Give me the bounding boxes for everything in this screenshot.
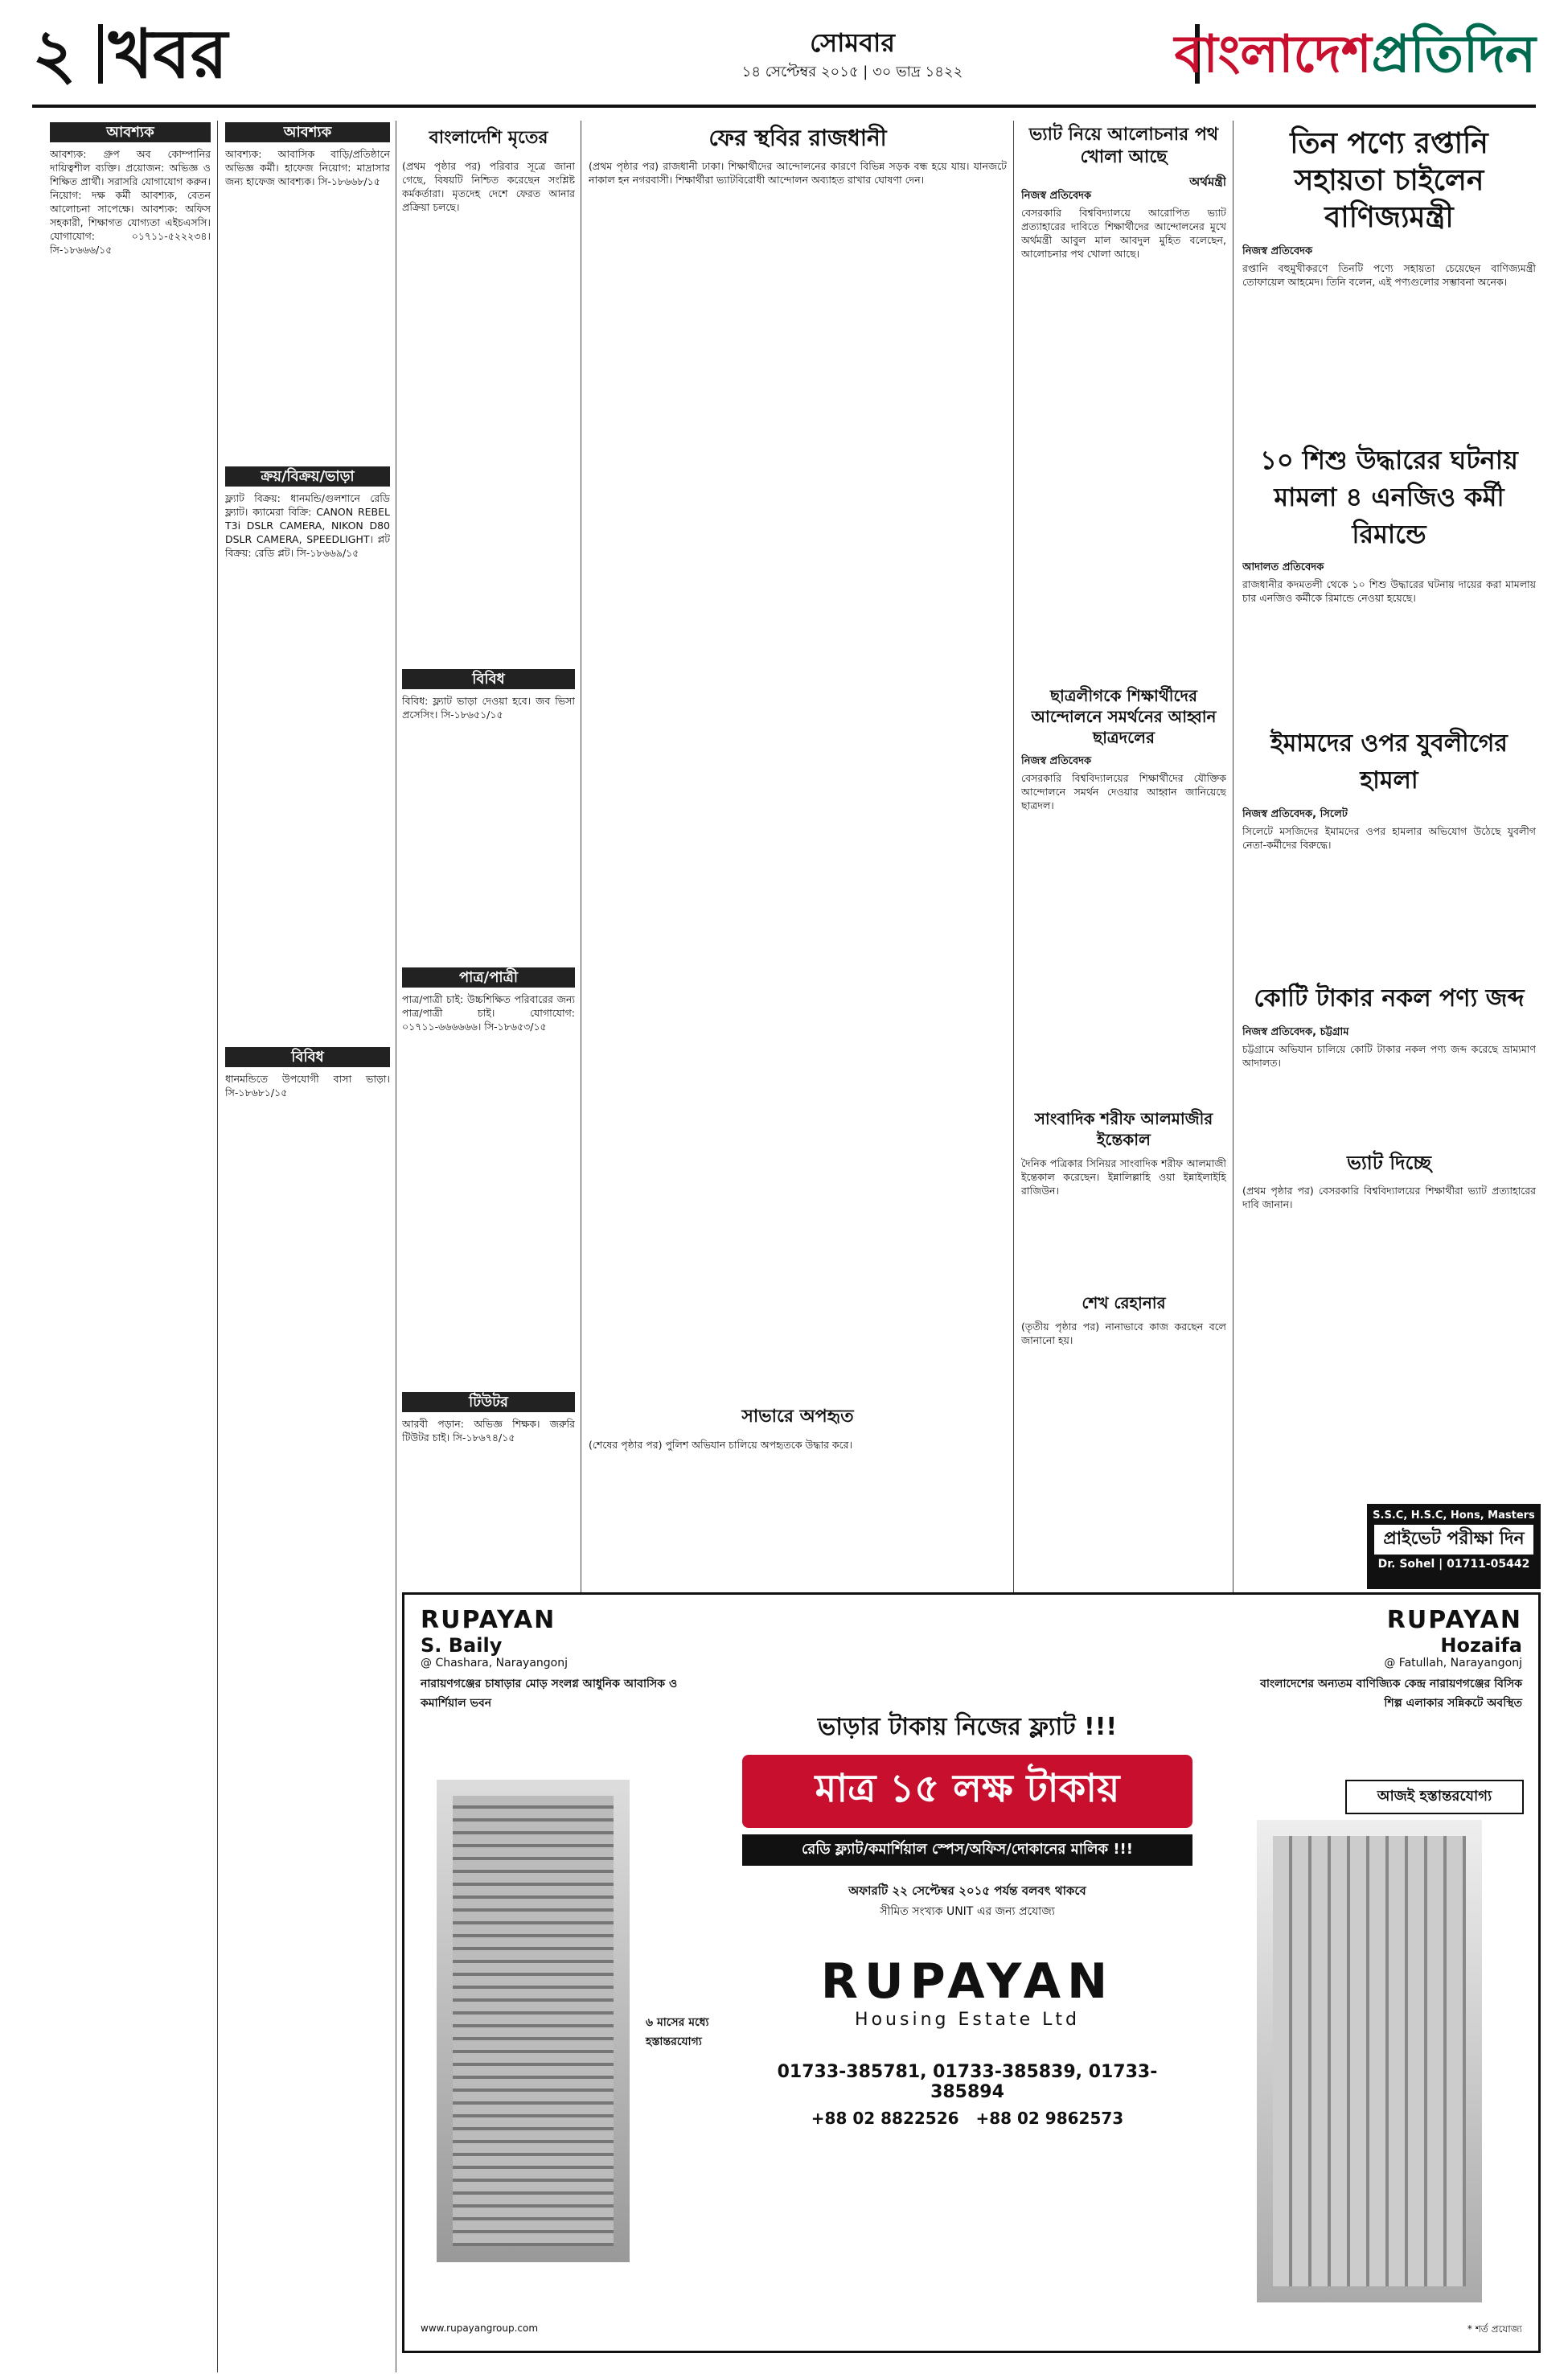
article-headline: সাংবাদিক শরীফ আলমাজীর ইন্তেকাল: [1034, 1109, 1213, 1149]
ad-left-desc: নারায়ণগঞ্জের চাষাড়ার মোড় সংলগ্ন আধুনিক আবাসিক ও কমার্শিয়াল ভবন: [421, 1678, 678, 1710]
classified-heading: পাত্র/পাত্রী: [402, 967, 575, 988]
exam-ad-levels: S.S.C, H.S.C, Hons, Masters: [1373, 1509, 1535, 1522]
exam-ad-title: প্রাইভেট পরীক্ষা দিন: [1374, 1525, 1533, 1555]
article-body: বেসরকারি বিশ্ববিদ্যালয়ের শিক্ষার্থীদের যৌক্তিক আন্দোলনে সমর্থন দেওয়ার আহ্বান জানিয়েছে ছাত্রদল।: [1021, 772, 1226, 811]
article-byline: আদালত প্রতিবেদক: [1242, 561, 1324, 573]
exam-ad-doctor: Dr. Sohel: [1377, 1558, 1435, 1571]
article-body: (প্রথম পৃষ্ঠার পর) পরিবার সূত্রে জানা গেছে, বিষয়টি নিশ্চিত করেছেন সংশ্লিষ্ট কর্মকর্তারা। মৃতদেহ দেশে ফেরত আনার প্রক্রিয়া চলছে।: [402, 160, 575, 213]
ad-center-sub: রেডি ফ্ল্যাট/কমার্শিয়াল স্পেস/অফিস/দোকানের মালিক !!!: [742, 1834, 1192, 1866]
article-headline: বাংলাদেশি মৃতের: [429, 128, 548, 148]
classified-text: ধানমন্ডিতে উপযোগী বাসা ভাড়া। সি-১৮৬৮১/১৫: [225, 1073, 390, 1099]
masthead-date: ১৪ সেপ্টেম্বর ২০১৫ | ৩০ ভাদ্র ১৪২২: [741, 64, 963, 80]
article-col-vat: [1021, 121, 1226, 1689]
article-subhead: অর্থমন্ত্রী: [1189, 175, 1226, 189]
ad-landline-1: +88 02 8822526: [811, 2109, 959, 2128]
article-body: (প্রথম পৃষ্ঠার পর) বেসরকারি বিশ্ববিদ্যালয়ের শিক্ষার্থীরা ভ্যাট প্রত্যাহারের দাবি জানান।: [1242, 1185, 1536, 1210]
ad-landline-2: +88 02 9862573: [975, 2109, 1124, 2128]
article-body: চট্টগ্রামে অভিযান চালিয়ে কোটি টাকার নকল পণ্য জব্দ করেছে ভ্রাম্যমাণ আদালত।: [1242, 1043, 1536, 1069]
article-body: (প্রথম পৃষ্ঠার পর) রাজধানী ঢাকা। শিক্ষার্থীদের আন্দোলনের কারণে বিভিন্ন সড়ক বন্ধ হয়ে যায়। যানজটে নাকাল হন নগরবাসী। শিক্ষার্থীরা ভ্যাটবিরোধী আন্দোলন অব্যাহত রাখার ঘোষণা দেন।: [589, 160, 1007, 186]
article-body: দৈনিক পত্রিকার সিনিয়র সাংবাদিক শরীফ আলমাজী ইন্তেকাল করেছেন। ইন্নালিল্লাহি ওয়া ইন্নাইলাইহি রাজিউন।: [1021, 1157, 1226, 1197]
masthead: [32, 10, 1536, 108]
article-headline: ফের স্থবির রাজধানী: [708, 125, 887, 151]
column-rule: [1013, 121, 1014, 1697]
ad-left-project-name: S. Baily: [421, 1634, 503, 1657]
article-body: রপ্তানি বহুমুখীকরণে তিনটি পণ্যে সহায়তা চেয়েছেন বাণিজ্যমন্ত্রী তোফায়েল আহমেদ। তিনি বলেন, এই পণ্যগুলোর সম্ভাবনা অনেক।: [1242, 262, 1536, 288]
ad-price: মাত্র ১৫ লক্ষ টাকায়: [742, 1755, 1192, 1828]
page-number: ২: [32, 14, 76, 93]
ad-right-desc: বাংলাদেশের অন্যতম বাণিজ্যিক কেন্দ্র নারায়ণগঞ্জের বিসিক শিল্প এলাকার সন্নিকটে অবস্থিত: [1260, 1678, 1522, 1710]
classified-text: বিবিধ: ফ্ল্যাট ভাড়া দেওয়া হবে। জব ভিসা প্রসেসিং। সি-১৮৬৫১/১৫: [402, 695, 575, 721]
ad-company-sub: Housing Estate Ltd: [855, 2010, 1080, 2030]
exam-ad-phone: 01711-05442: [1447, 1558, 1530, 1571]
classified-heading: টিউটর: [402, 1392, 575, 1412]
building-illustration-left: [437, 1780, 630, 2262]
ad-left-brand: RUPAYAN: [421, 1606, 556, 1634]
building-windows-left: [453, 1796, 614, 2246]
rupayan-ad: [402, 1592, 1541, 2353]
article-headline: ইমামদের ওপর যুবলীগের হামলা: [1270, 729, 1508, 795]
building-windows-right: [1273, 1836, 1466, 2286]
building-illustration-right: [1257, 1820, 1482, 2302]
article-main: [589, 121, 1007, 1391]
article-headline: ছাত্রলীগকে শিক্ষার্থীদের আন্দোলনে সমর্থনের আহ্বান ছাত্রদলের: [1031, 686, 1217, 747]
classifieds-col-2: [225, 121, 390, 2372]
ad-right-project-name: Hozaifa: [1440, 1634, 1522, 1657]
ad-right-brand: RUPAYAN: [1386, 1606, 1522, 1634]
ad-right-location: @ Fatullah, Narayangonj: [1384, 1657, 1522, 1670]
classified-heading: আবশ্যক: [50, 122, 211, 142]
ad-center-offer-date: অফারটি ২২ সেপ্টেম্বর ২০১৫ পর্যন্ত বলবৎ থাকবে: [848, 1883, 1086, 1898]
article-byline: নিজস্ব প্রতিবেদক: [1242, 245, 1313, 257]
article-body: রাজধানীর কদমতলী থেকে ১০ শিশু উদ্ধারের ঘটনায় দায়ের করা মামলায় চার এনজিও কর্মীকে রিমান্ডে নেওয়া হয়েছে।: [1242, 578, 1536, 604]
article-col-3: [402, 121, 575, 1809]
ad-website: www.rupayangroup.com: [421, 2323, 539, 2334]
article-body: বেসরকারি বিশ্ববিদ্যালয়ে আরোপিত ভ্যাট প্রত্যাহারের দাবিতে শিক্ষার্থীদের আন্দোলনের মুখে অর্থমন্ত্রী আবুল মাল আবদুল মুহিত বলেছেন, আলোচনার পথ খোলা আছে।: [1021, 207, 1226, 260]
masthead-divider: [98, 24, 103, 84]
article-body: সিলেটে মসজিদের ইমামদের ওপর হামলার অভিযোগ উঠেছে যুবলীগ নেতা-কর্মীদের বিরুদ্ধে।: [1242, 825, 1536, 851]
article-headline: ১০ শিশু উদ্ধারের ঘটনায় মামলা ৪ এনজিও কর্মী রিমান্ডে: [1260, 445, 1518, 549]
classified-heading: বিবিধ: [225, 1047, 390, 1067]
article-headline: কোটি টাকার নকল পণ্য জব্দ: [1254, 984, 1525, 1012]
classified-heading: আবশ্যক: [225, 122, 390, 142]
ad-center-top: ভাড়ার টাকায় নিজের ফ্ল্যাট !!!: [817, 1713, 1118, 1741]
ad-handover-right: আজই হস্তান্তরযোগ্য: [1345, 1780, 1524, 1814]
masthead-day: সোমবার: [810, 27, 895, 58]
ad-phones: 01733-385781, 01733-385839, 01733-385894: [777, 2062, 1158, 2102]
article-byline: নিজস্ব প্রতিবেদক, সিলেট: [1242, 808, 1348, 820]
ad-left-project: [421, 1606, 710, 1713]
classified-text: ফ্ল্যাট বিক্রয়: ধানমন্ডি/গুলশানে রেডি ফ্ল্যাট। ক্যামেরা বিক্রি: CANON REBEL T3i DSLR CAMERA, NIKON D80 DSLR CAMERA, SPEEDLIGHT। প্লট বিক্রয়: রেডি প্লট। সি-১৮৬৬৯/১৫: [225, 492, 390, 559]
article-byline: নিজস্ব প্রতিবেদক, চট্টগ্রাম: [1242, 1026, 1349, 1038]
section-title: খবর: [109, 14, 228, 93]
ad-handover-left: ৬ মাসের মধ্যে হস্তান্তরযোগ্য: [646, 2016, 709, 2048]
classified-text: আরবী পড়ান: অভিজ্ঞ শিক্ষক। জরুরি টিউটর চাই। সি-১৮৬৭৪/১৫: [402, 1418, 575, 1444]
classifieds-col-1: [50, 121, 211, 2372]
article-headline: সাভারে অপহৃত: [741, 1407, 854, 1427]
ad-company-logo: RUPAYAN: [820, 1953, 1114, 2010]
article-headline: শেখ রেহানার: [1082, 1293, 1166, 1312]
column-rule: [217, 121, 218, 2372]
article-headline: ভ্যাট নিয়ে আলোচনার পথ খোলা আছে: [1028, 125, 1219, 167]
classified-text: আবশ্যক: আবাসিক বাড়ি/প্রতিষ্ঠানে অভিজ্ঞ কর্মী। হাফেজ নিয়োগ: মাদ্রাসার জন্য হাফেজ আবশ্যক। সি-১৮৬৬৮/১৫: [225, 148, 390, 187]
article-col-right: [1242, 121, 1536, 1697]
paper-logo: বাংলাদেশপ্রতিদিন: [1174, 25, 1536, 84]
ad-terms: * শর্ত প্রযোজ্য: [1467, 2323, 1522, 2335]
exam-ad: S.S.C, H.S.C, Hons, Masters প্রাইভেট পরীক্ষা দিন Dr. Sohel | 01711-05442: [1367, 1504, 1541, 1589]
ad-left-location: @ Chashara, Narayangonj: [421, 1657, 568, 1670]
article-body: (শেষের পৃষ্ঠার পর) পুলিশ অভিযান চালিয়ে অপহৃতকে উদ্ধার করে।: [589, 1439, 853, 1451]
article-body: (তৃতীয় পৃষ্ঠার পর) নানাভাবে কাজ করছেন বলে জানানো হয়।: [1021, 1320, 1226, 1346]
classified-heading: ক্রয়/বিক্রয়/ভাড়া: [225, 466, 390, 487]
ad-center-limit: সীমিত সংখ্যক UNIT এর জন্য প্রযোজ্য: [880, 1905, 1055, 1918]
ad-center-offer: [742, 1707, 1192, 2128]
article-headline: ভ্যাট দিচ্ছে: [1346, 1152, 1432, 1174]
article-byline: নিজস্ব প্রতিবেদক: [1021, 755, 1092, 767]
classified-text: পাত্র/পাত্রী চাই: উচ্চশিক্ষিত পরিবারের জন্য পাত্র/পাত্রী চাই। যোগাযোগ: ০১৭১১-৬৬৬৬৬৬। সি-১৮৬৫৩/১৫: [402, 993, 575, 1033]
ad-right-project: [1249, 1606, 1522, 1713]
classified-heading: বিবিধ: [402, 669, 575, 689]
article-headline: তিন পণ্যে রপ্তানি সহায়তা চাইলেন বাণিজ্যমন্ত্রী: [1290, 127, 1488, 234]
article-byline: নিজস্ব প্রতিবেদক: [1021, 190, 1092, 202]
classified-text: আবশ্যক: গ্রুপ অব কোম্পানির দায়িত্বশীল ব্যক্তি। প্রয়োজন: অভিজ্ঞ ও শিক্ষিত প্রার্থী। সরাসরি যোগাযোগ করুন। নিয়োগ: দক্ষ কর্মী আবশ্যক, বেতন আলোচনা সাপেক্ষে। আবশ্যক: অফিস সহকারী, শিক্ষাগত যোগ্যতা এইচএসসি। যোগাযোগ: ০১৭১১-৫২২২৩৪। সি-১৮৬৬৬/১৫: [50, 148, 211, 256]
